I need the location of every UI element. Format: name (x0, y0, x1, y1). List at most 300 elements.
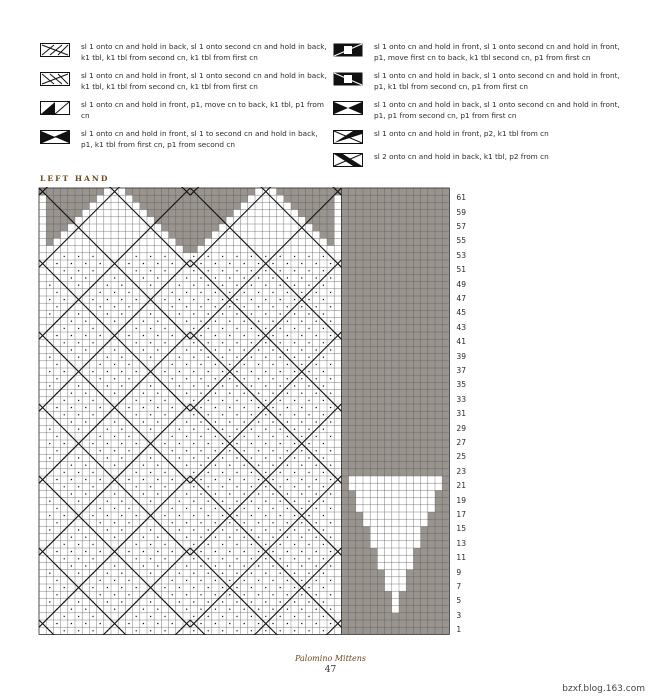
purl-dot (222, 357, 223, 358)
stitch-cell (68, 570, 75, 577)
purl-dot (308, 630, 309, 631)
purl-dot (193, 573, 194, 574)
purl-dot (244, 479, 245, 480)
stitch-cell (104, 490, 111, 497)
stitch-cell (255, 217, 262, 224)
stitch-cell (313, 325, 320, 332)
stitch-cell (284, 224, 291, 231)
purl-dot (172, 393, 173, 394)
stitch-cell (197, 368, 204, 375)
purl-dot (251, 486, 252, 487)
stitch-cell (226, 498, 233, 505)
stitch-cell (82, 411, 89, 418)
stitch-cell (39, 440, 46, 447)
stitch-cell (269, 598, 276, 605)
purl-dot (186, 306, 187, 307)
stitch-cell (370, 476, 377, 483)
purl-dot (78, 443, 79, 444)
stitch-cell (75, 231, 82, 238)
stitch-cell (406, 562, 413, 569)
purl-dot (179, 400, 180, 401)
purl-dot (71, 537, 72, 538)
purl-dot (56, 508, 57, 509)
purl-dot (92, 400, 93, 401)
purl-dot (287, 277, 288, 278)
stitch-cell (39, 447, 46, 454)
stitch-cell (183, 282, 190, 289)
stitch-cell (140, 310, 147, 317)
stitch-cell (133, 519, 140, 526)
purl-dot (222, 529, 223, 530)
stitch-cell (169, 382, 176, 389)
stitch-cell (140, 253, 147, 260)
stitch-cell (154, 296, 161, 303)
purl-dot (308, 313, 309, 314)
stitch-cell (334, 217, 341, 224)
purl-dot (56, 594, 57, 595)
stitch-cell (241, 296, 248, 303)
purl-dot (215, 378, 216, 379)
purl-dot (265, 457, 266, 458)
purl-dot (157, 335, 158, 336)
purl-dot (143, 393, 144, 394)
purl-dot (121, 385, 122, 386)
stitch-cell (406, 526, 413, 533)
stitch-cell (46, 418, 53, 425)
purl-dot (114, 565, 115, 566)
purl-dot (215, 421, 216, 422)
purl-dot (280, 313, 281, 314)
purl-dot (164, 414, 165, 415)
purl-dot (49, 256, 50, 257)
stitch-cell (226, 354, 233, 361)
stitch-cell (61, 591, 68, 598)
purl-dot (186, 623, 187, 624)
row-number: 29 (456, 423, 467, 433)
stitch-cell (53, 512, 60, 519)
stitch-cell (133, 231, 140, 238)
stitch-cell (205, 548, 212, 555)
stitch-cell (147, 346, 154, 353)
stitch-cell (104, 418, 111, 425)
purl-dot (114, 421, 115, 422)
purl-dot (100, 421, 101, 422)
stitch-cell (313, 411, 320, 418)
purl-dot (265, 501, 266, 502)
stitch-cell (125, 440, 132, 447)
stitch-cell (197, 354, 204, 361)
purl-dot (164, 587, 165, 588)
purl-dot (71, 292, 72, 293)
purl-dot (121, 299, 122, 300)
stitch-cell (298, 217, 305, 224)
purl-dot (107, 400, 108, 401)
purl-dot (200, 479, 201, 480)
stitch-cell (190, 318, 197, 325)
stitch-cell (305, 260, 312, 267)
stitch-cell (161, 447, 168, 454)
purl-dot (71, 393, 72, 394)
purl-dot (222, 414, 223, 415)
stitch-cell (133, 217, 140, 224)
stitch-cell (413, 512, 420, 519)
stitch-cell (140, 411, 147, 418)
purl-dot (258, 306, 259, 307)
purl-dot (258, 537, 259, 538)
stitch-cell (190, 361, 197, 368)
stitch-cell (212, 541, 219, 548)
stitch-cell (82, 368, 89, 375)
stitch-cell (53, 296, 60, 303)
stitch-cell (298, 555, 305, 562)
purl-dot (301, 292, 302, 293)
stitch-cell (161, 591, 168, 598)
stitch-cell (291, 210, 298, 217)
purl-dot (251, 256, 252, 257)
purl-dot (229, 508, 230, 509)
stitch-cell (176, 246, 183, 253)
stitch-cell (363, 512, 370, 519)
purl-dot (287, 421, 288, 422)
purl-dot (114, 594, 115, 595)
stitch-cell (284, 296, 291, 303)
stitch-cell (327, 526, 334, 533)
purl-dot (222, 328, 223, 329)
stitch-cell (39, 598, 46, 605)
stitch-cell (125, 570, 132, 577)
stitch-cell (327, 368, 334, 375)
stitch-cell (39, 397, 46, 404)
cable-symbol-icon (333, 101, 363, 115)
stitch-cell (269, 217, 276, 224)
stitch-cell (399, 541, 406, 548)
purl-dot (136, 443, 137, 444)
stitch-cell (226, 238, 233, 245)
purl-dot (330, 393, 331, 394)
purl-dot (200, 522, 201, 523)
purl-dot (143, 450, 144, 451)
stitch-cell (334, 562, 341, 569)
stitch-cell (39, 382, 46, 389)
purl-dot (92, 385, 93, 386)
stitch-cell (75, 505, 82, 512)
purl-dot (316, 551, 317, 552)
stitch-cell (104, 548, 111, 555)
stitch-cell (147, 274, 154, 281)
purl-dot (128, 565, 129, 566)
purl-dot (258, 263, 259, 264)
purl-dot (136, 529, 137, 530)
purl-dot (251, 457, 252, 458)
purl-dot (215, 623, 216, 624)
stitch-cell (169, 469, 176, 476)
purl-dot (107, 256, 108, 257)
stitch-cell (212, 368, 219, 375)
stitch-cell (111, 238, 118, 245)
purl-dot (316, 450, 317, 451)
purl-dot (316, 465, 317, 466)
purl-dot (193, 486, 194, 487)
purl-dot (100, 306, 101, 307)
stitch-cell (305, 332, 312, 339)
stitch-cell (147, 238, 154, 245)
stitch-cell (392, 598, 399, 605)
stitch-cell (197, 310, 204, 317)
stitch-cell (183, 526, 190, 533)
stitch-cell (75, 548, 82, 555)
purl-dot (172, 580, 173, 581)
purl-dot (244, 393, 245, 394)
stitch-cell (147, 562, 154, 569)
stitch-cell (428, 505, 435, 512)
stitch-cell (255, 426, 262, 433)
purl-dot (92, 529, 93, 530)
purl-dot (316, 609, 317, 610)
stitch-cell (169, 483, 176, 490)
stitch-cell (334, 606, 341, 613)
purl-dot (323, 400, 324, 401)
stitch-cell (298, 570, 305, 577)
stitch-cell (205, 447, 212, 454)
stitch-cell (392, 570, 399, 577)
stitch-cell (140, 627, 147, 634)
stitch-cell (154, 339, 161, 346)
stitch-cell (118, 188, 125, 195)
stitch-cell (284, 627, 291, 634)
purl-dot (236, 544, 237, 545)
purl-dot (287, 594, 288, 595)
stitch-cell (154, 570, 161, 577)
purl-dot (272, 393, 273, 394)
stitch-cell (248, 577, 255, 584)
purl-dot (323, 385, 324, 386)
purl-dot (107, 558, 108, 559)
purl-dot (323, 630, 324, 631)
purl-dot (107, 472, 108, 473)
stitch-cell (255, 570, 262, 577)
stitch-cell (320, 519, 327, 526)
stitch-cell (75, 303, 82, 310)
purl-dot (280, 501, 281, 502)
stitch-cell (190, 591, 197, 598)
purl-dot (251, 313, 252, 314)
purl-dot (272, 623, 273, 624)
stitch-cell (248, 548, 255, 555)
stitch-cell (183, 354, 190, 361)
purl-dot (200, 378, 201, 379)
stitch-cell (298, 541, 305, 548)
purl-dot (56, 349, 57, 350)
purl-dot (244, 465, 245, 466)
purl-dot (301, 609, 302, 610)
row-number: 5 (456, 596, 462, 606)
purl-dot (244, 551, 245, 552)
stitch-cell (118, 404, 125, 411)
stitch-cell (320, 332, 327, 339)
purl-dot (316, 378, 317, 379)
purl-dot (92, 328, 93, 329)
legend-text: sl 1 onto cn and hold in front, p1, move cn to back, k1 tbl, p1 from cn (81, 100, 324, 120)
stitch-cell (277, 260, 284, 267)
stitch-cell (313, 246, 320, 253)
purl-dot (172, 349, 173, 350)
purl-dot (272, 421, 273, 422)
stitch-cell (262, 224, 269, 231)
stitch-cell (334, 303, 341, 310)
purl-dot (330, 465, 331, 466)
stitch-cell (89, 620, 96, 627)
purl-dot (323, 342, 324, 343)
stitch-cell (370, 505, 377, 512)
stitch-cell (53, 426, 60, 433)
stitch-cell (176, 433, 183, 440)
purl-dot (280, 328, 281, 329)
stitch-cell (39, 512, 46, 519)
stitch-cell (241, 267, 248, 274)
purl-dot (114, 522, 115, 523)
stitch-cell (68, 325, 75, 332)
purl-dot (85, 450, 86, 451)
purl-dot (265, 630, 266, 631)
purl-dot (114, 349, 115, 350)
stitch-cell (111, 267, 118, 274)
purl-dot (287, 407, 288, 408)
stitch-cell (111, 454, 118, 461)
purl-dot (301, 493, 302, 494)
purl-dot (186, 522, 187, 523)
purl-dot (308, 558, 309, 559)
purl-dot (128, 594, 129, 595)
purl-dot (251, 587, 252, 588)
purl-dot (229, 465, 230, 466)
purl-dot (114, 378, 115, 379)
purl-dot (78, 328, 79, 329)
stitch-cell (298, 498, 305, 505)
stitch-cell (89, 202, 96, 209)
purl-dot (323, 457, 324, 458)
stitch-cell (61, 332, 68, 339)
purl-dot (287, 537, 288, 538)
purl-dot (258, 551, 259, 552)
purl-dot (172, 407, 173, 408)
purl-dot (164, 558, 165, 559)
purl-dot (172, 306, 173, 307)
stitch-cell (334, 433, 341, 440)
purl-dot (157, 277, 158, 278)
legend-item (333, 71, 633, 92)
stitch-cell (334, 375, 341, 382)
stitch-cell (305, 490, 312, 497)
purl-dot (265, 414, 266, 415)
stitch-cell (262, 195, 269, 202)
stitch-cell (147, 577, 154, 584)
purl-dot (215, 479, 216, 480)
legend-text: sl 1 onto cn and hold in back, sl 1 onto second cn and hold in front, p1, p1 from second cn, p1 from first cn (374, 100, 620, 120)
purl-dot (179, 429, 180, 430)
stitch-cell (205, 303, 212, 310)
stitch-cell (334, 411, 341, 418)
stitch-cell (53, 454, 60, 461)
stitch-cell (327, 454, 334, 461)
stitch-cell (385, 584, 392, 591)
stitch-cell (313, 440, 320, 447)
stitch-cell (89, 332, 96, 339)
purl-dot (251, 472, 252, 473)
stitch-cell (39, 577, 46, 584)
purl-dot (323, 515, 324, 516)
purl-dot (265, 443, 266, 444)
stitch-cell (219, 238, 226, 245)
purl-dot (100, 508, 101, 509)
purl-dot (49, 385, 50, 386)
stitch-cell (269, 382, 276, 389)
purl-dot (222, 256, 223, 257)
stitch-cell (413, 541, 420, 548)
stitch-cell (320, 476, 327, 483)
purl-dot (107, 630, 108, 631)
stitch-cell (255, 282, 262, 289)
purl-dot (121, 342, 122, 343)
purl-dot (157, 465, 158, 466)
stitch-cell (298, 598, 305, 605)
stitch-cell (413, 476, 420, 483)
purl-dot (236, 486, 237, 487)
purl-dot (215, 306, 216, 307)
stitch-cell (169, 339, 176, 346)
stitch-cell (140, 541, 147, 548)
purl-dot (265, 573, 266, 574)
stitch-cell (269, 426, 276, 433)
purl-dot (157, 594, 158, 595)
purl-dot (193, 529, 194, 530)
stitch-cell (68, 584, 75, 591)
purl-dot (287, 508, 288, 509)
purl-dot (157, 378, 158, 379)
stitch-cell (334, 584, 341, 591)
purl-dot (287, 364, 288, 365)
stitch-cell (39, 361, 46, 368)
purl-dot (49, 414, 50, 415)
stitch-cell (219, 476, 226, 483)
purl-dot (78, 256, 79, 257)
stitch-cell (61, 519, 68, 526)
stitch-cell (39, 498, 46, 505)
purl-dot (265, 616, 266, 617)
purl-dot (244, 364, 245, 365)
purl-dot (78, 429, 79, 430)
purl-dot (323, 616, 324, 617)
stitch-cell (370, 526, 377, 533)
purl-dot (287, 321, 288, 322)
purl-dot (251, 630, 252, 631)
purl-dot (208, 299, 209, 300)
purl-dot (229, 277, 230, 278)
purl-dot (272, 565, 273, 566)
purl-dot (49, 472, 50, 473)
purl-dot (244, 594, 245, 595)
purl-dot (258, 522, 259, 523)
stitch-cell (133, 418, 140, 425)
legend-item (40, 71, 340, 92)
stitch-cell (183, 483, 190, 490)
stitch-cell (291, 462, 298, 469)
stitch-cell (125, 382, 132, 389)
stitch-cell (104, 361, 111, 368)
stitch-cell (241, 613, 248, 620)
stitch-cell (190, 390, 197, 397)
legend-text: sl 1 onto cn and hold in back, sl 1 onto second cn and hold in back, k1 tbl, k1 tbl from second cn, k1 tbl from first cn (81, 42, 327, 62)
stitch-cell (205, 361, 212, 368)
